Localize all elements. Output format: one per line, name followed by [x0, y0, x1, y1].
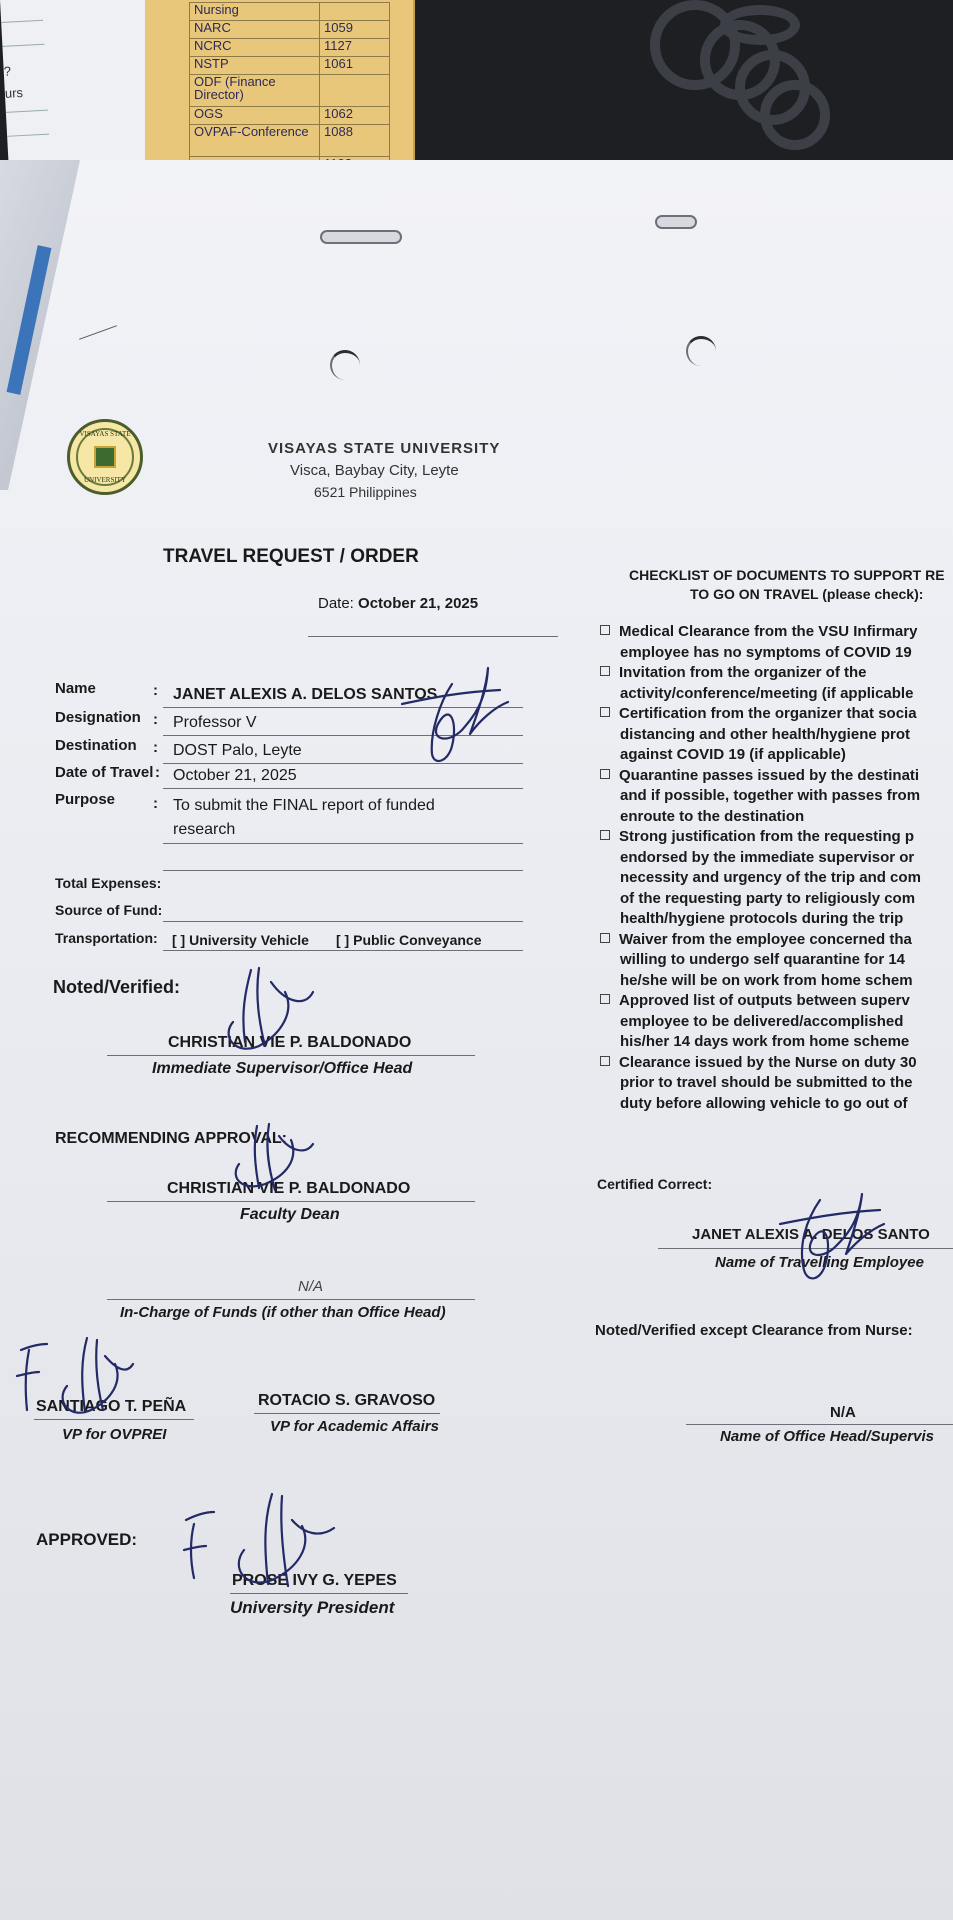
checklist-item	[620, 827, 933, 930]
checklist-item-continued: prior to travel should be submitted to the	[620, 1074, 913, 1091]
certified-employee-signature	[780, 1190, 890, 1290]
checkbox[interactable]	[600, 625, 610, 635]
form-title: TRAVEL REQUEST / ORDER	[163, 546, 419, 567]
punch-hole	[330, 350, 360, 380]
checkbox[interactable]	[600, 666, 610, 676]
checklist-heading-2: TO GO ON TRAVEL (please check):	[690, 586, 924, 602]
checklist-item-continued: health/hygiene protocols during the trip	[620, 910, 904, 927]
dean-name: CHRISTIAN VIE P. BALDONADO	[167, 1180, 411, 1197]
checklist-item	[620, 991, 933, 1053]
checklist-item-continued: endorsed by the immediate supervisor or	[620, 848, 915, 866]
checklist-item-continued: his/her 14 days work from home scheme	[620, 1033, 910, 1050]
checklist-item	[620, 766, 933, 828]
seal-text: UNIVERSITY	[84, 476, 126, 484]
source-of-fund-label: Source of Fund:	[55, 902, 163, 918]
university-name: VISAYAS STATE UNIVERSITY	[268, 440, 501, 457]
office-head-value: N/A	[830, 1404, 856, 1421]
university-address: Visca, Baybay City, Leyte	[290, 462, 459, 479]
university-postal: 6521 Philippines	[314, 484, 417, 500]
checklist-item-text: Strong justification from the requesting p	[600, 827, 933, 848]
public-conveyance-option: [ ] Public Conveyance	[336, 932, 482, 948]
directory-row: NCRC 1127	[190, 39, 390, 57]
checklist-item-continued: of the requesting party to religiously com	[620, 889, 916, 907]
checklist-item-text: Clearance issued by the Nurse on duty 30	[600, 1053, 933, 1074]
supervisor-name: CHRISTIAN VIE P. BALDONADO	[168, 1034, 412, 1051]
university-vehicle-option: [ ] University Vehicle	[172, 932, 309, 948]
directory-row: OVPAF-Conference 1088	[190, 125, 390, 157]
university-seal	[67, 419, 143, 495]
directory-row: NSTP 1061	[190, 57, 390, 75]
checklist-item-continued: willing to undergo self quarantine for 14	[620, 951, 906, 968]
funds-value: N/A	[298, 1278, 324, 1295]
date-label: Date:	[318, 595, 354, 612]
employee-signature	[400, 662, 510, 772]
president-name: PROSE IVY G. YEPES	[232, 1572, 397, 1589]
designation-label: Designation	[55, 709, 141, 726]
checklist-item	[620, 622, 933, 663]
checklist-item	[620, 663, 933, 704]
purpose-value: To submit the FINAL report of funded	[173, 797, 435, 814]
total-expenses-label: Total Expenses:	[55, 875, 162, 891]
purpose-label: Purpose	[55, 791, 116, 808]
paper-fastener	[320, 230, 402, 244]
certified-correct-label: Certified Correct:	[597, 1176, 713, 1192]
checkbox[interactable]	[600, 707, 610, 717]
checklist-item-text: Approved list of outputs between superv	[600, 991, 933, 1012]
checklist-item-text: Quarantine passes issued by the destinati	[600, 766, 933, 787]
date-of-travel-label: Date of Travel	[55, 764, 154, 781]
purpose-value-continued: research	[173, 821, 236, 838]
destination-value: DOST Palo, Leyte	[173, 742, 302, 759]
supervisor-title: Immediate Supervisor/Office Head	[152, 1060, 413, 1077]
directory-row: NARC 1059	[190, 21, 390, 39]
directory-row: OGS 1062	[190, 107, 390, 125]
checklist-item-continued: employee has no symptoms of COVID 19	[620, 643, 912, 661]
name-value: JANET ALEXIS A. DELOS SANTOS	[173, 686, 438, 703]
checklist-item-continued: activity/conference/meeting (if applicable	[620, 684, 914, 702]
transportation-label: Transportation:	[55, 930, 158, 946]
checklist-items	[596, 622, 933, 1114]
vp-ovprei-name: SANTIAGO T. PEÑA	[36, 1398, 187, 1415]
background-fragment: ?	[3, 63, 12, 79]
dean-title: Faculty Dean	[240, 1206, 340, 1223]
employee-title: Name of Travelling Employee	[715, 1254, 924, 1271]
checklist-item-continued: against COVID 19 (if applicable)	[620, 746, 846, 763]
noted-verified-label: Noted/Verified:	[53, 977, 181, 997]
checkbox[interactable]	[600, 994, 610, 1004]
checklist-item-text: Invitation from the organizer of the	[600, 663, 933, 684]
checklist-item-text: Waiver from the employee concerned tha	[600, 930, 933, 951]
vp-academic-name: ROTACIO S. GRAVOSO	[258, 1392, 436, 1409]
checklist-item-continued: and if possible, together with passes from	[620, 787, 921, 804]
office-head-title: Name of Office Head/Supervis	[720, 1428, 934, 1445]
vp-ovprei-title: VP for OVPREI	[62, 1426, 167, 1443]
directory-table	[189, 2, 390, 175]
checklist-item-continued: necessity and urgency of the trip and com	[620, 869, 921, 886]
destination-label: Destination	[55, 737, 137, 754]
name-label: Name	[55, 680, 96, 697]
checklist-item-continued: duty before allowing vehicle to go out of	[620, 1094, 908, 1112]
recommending-approval-label: RECOMMENDING APPROVAL:	[55, 1130, 287, 1147]
noted-except-nurse-label: Noted/Verified except Clearance from Nurse:	[595, 1322, 913, 1339]
checkbox[interactable]	[600, 1056, 610, 1066]
funds-title: In-Charge of Funds (if other than Office Head)	[120, 1304, 446, 1321]
seal-text: VISAYAS STATE	[79, 430, 131, 438]
date-of-travel-value: October 21, 2025	[173, 767, 297, 784]
employee-name: JANET ALEXIS A. DELOS SANTO	[692, 1226, 930, 1243]
checklist-item-continued: distancing and other health/hygiene prot	[620, 725, 911, 743]
president-signature	[180, 1490, 340, 1600]
checklist-item-text: Medical Clearance from the VSU Infirmary	[600, 622, 933, 643]
directory-row: ODF (Finance Director)	[190, 75, 390, 107]
checklist-heading: CHECKLIST OF DOCUMENTS TO SUPPORT RE	[629, 567, 945, 583]
checklist-item-continued: enroute to the destination	[620, 807, 805, 825]
checklist-item-continued: he/she will be on work from home schem	[620, 971, 913, 989]
checklist-item	[620, 1053, 933, 1115]
checklist-item-continued: employee to be delivered/accomplished	[620, 1012, 904, 1030]
punch-hole	[686, 336, 716, 366]
checklist-item	[620, 930, 933, 992]
directory-row: Nursing	[190, 3, 390, 21]
president-title: University President	[230, 1598, 395, 1617]
paper-fastener	[655, 215, 697, 229]
checklist-item-text: Certification from the organizer that socia	[600, 704, 933, 725]
phone-cord	[640, 0, 880, 170]
designation-value: Professor V	[173, 714, 257, 731]
checkbox[interactable]	[600, 830, 610, 840]
date-field	[318, 595, 478, 612]
checkbox[interactable]	[600, 769, 610, 779]
supervisor-signature	[215, 962, 315, 1062]
background-fragment: urs	[4, 84, 24, 101]
dean-signature	[225, 1120, 315, 1195]
checklist-item	[620, 704, 933, 766]
vp-ovprei-signature	[15, 1330, 135, 1425]
checkbox[interactable]	[600, 933, 610, 943]
vp-academic-title: VP for Academic Affairs	[270, 1418, 439, 1435]
approved-label: APPROVED:	[36, 1530, 138, 1549]
date-value: October 21, 2025	[358, 595, 479, 612]
